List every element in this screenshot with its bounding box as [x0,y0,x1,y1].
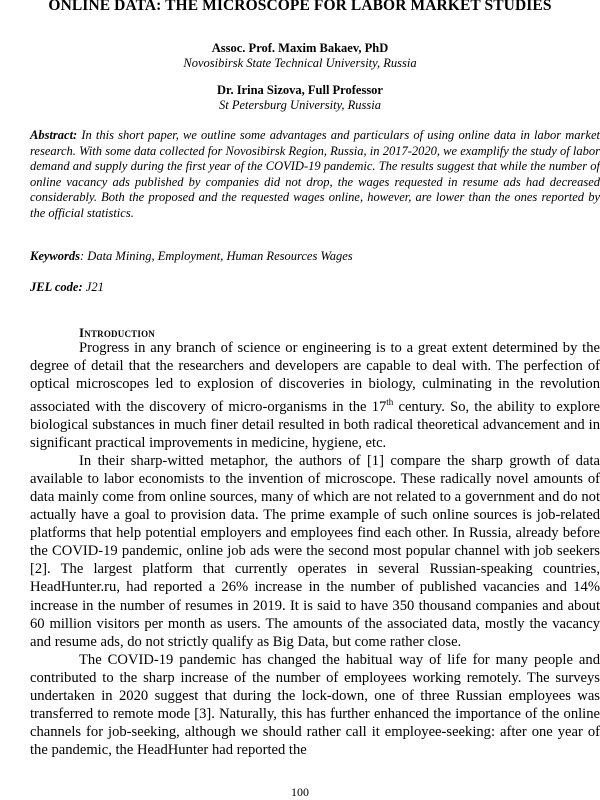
keywords-label: Keywords [30,249,80,263]
paragraph-text: century. So, the ability to explore biological substances in much finer detail resulted in both radical theoretical advancement and in significant practical improvements in medicine, hygiene, etc. [30,399,600,452]
superscript: th [386,397,394,408]
author-block-2 [0,83,600,113]
author-block-1 [0,41,600,71]
introduction-body [30,339,600,759]
author-affiliation-1: Novosibirsk State Technical University, Russia [183,56,417,70]
author-name-1: Assoc. Prof. Maxim Bakaev, PhD [211,41,389,55]
paragraph: In their sharp-witted metaphor, the authors of [1] compare the sharp growth of data available to labor economists to the invention of microscope. These radically novel amounts of data mainly come from online sources, many of which are not related to a government and do not actually have a goal to provision data. The prime example of such online sources is job-related platforms that help potential employers and employees find each other. In Russia, already before the COVID-19 pandemic, online job ads were the second most popular channel with job seekers [2]. The largest platform that currently operates in several Russian-speaking countries, HeadHunter.ru, had reported a 26% increase in the number of published vacancies and 14% increase in the number of resumes in 2019. It is said to have 350 thousand companies and about 60 million visitors per month as users. The amounts of the associated data, mostly the vacancy and resume ads, do not strictly qualify as Big Data, but come rather close. [30,453,600,650]
jel-text: J21 [82,280,104,294]
section-heading-introduction: Introduction [79,325,155,340]
paper-title: ONLINE DATA: THE MICROSCOPE FOR LABOR MARKET STUDIES [48,0,552,14]
abstract-label: Abstract: [30,128,78,142]
jel-code [30,280,104,295]
keywords-text: : Data Mining, Employment, Human Resources Wages [80,249,353,263]
author-name-2: Dr. Irina Sizova, Full Professor [217,83,383,97]
abstract [30,128,600,222]
keywords [30,249,600,264]
paragraph [30,339,600,452]
page-number: 100 [291,785,309,799]
jel-label: JEL code: [30,280,83,294]
author-affiliation-2: St Petersburg University, Russia [218,98,382,112]
paragraph: The COVID-19 pandemic has changed the habitual way of life for many people and contributed to the sharp increase of the number of employees working remotely. The surveys undertaken in 2020 suggest that during the lock-down, one of three Russian employees was transferred to remote mode [3]. Naturally, this has further enhanced the importance of the online channels for job-seeking, although we should rather call it employee-seeking: after one year of the pandemic, the HeadHunter had reported the [30,651,600,758]
abstract-text: In this short paper, we outline some advantages and particulars of using online data in labor market research. With some data collected for Novosibirsk Region, Russia, in 2017-2020, we examplify the study of labor demand and supply during the first year of the COVID-19 pandemic. The results suggest that while the number of online vacancy ads published by companies did not drop, the wages requested in resume ads had decreased considerably. Both the proposed and the requested wages online, however, are lower than the ones reported by the official statistics. [30,128,600,220]
paragraph-text: Progress in any branch of science or engineering is to a great extent determined by the degree of detail that the researchers and developers are capable to deal with. The perfection of optical microscopes led to explosion of discoveries in biology, culminating in the revolution associated with the discovery of micro-organisms in the 17 [30,340,600,415]
